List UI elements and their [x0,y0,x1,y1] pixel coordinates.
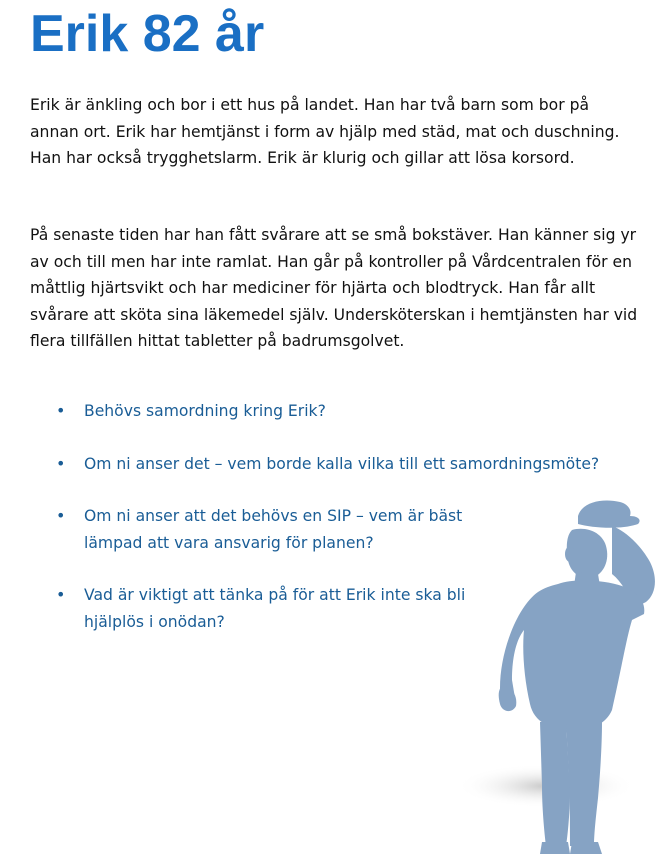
list-item [56,398,656,425]
list-item [56,503,504,556]
question-text: Behövs samordning kring Erik? [84,402,326,420]
list-item [56,582,514,635]
page-title: Erik 82 år [30,5,265,63]
bullet-icon: • [56,453,66,473]
elderly-man-silhouette-icon [462,490,672,856]
question-text: Om ni anser det – vem borde kalla vilka till ett samordningsmöte? [84,454,600,473]
list-item [56,451,656,478]
intro-paragraph: Erik är änkling och bor i ett hus på landet. Han har två barn som bor på annan ort. Erik har hemtjänst i form av hjälp med städ, mat och duschning. Han har också trygghetslarm. Erik är klurig och gillar att lösa korsord. [30,96,620,167]
bullet-icon: • [56,401,66,420]
bullet-icon: • [56,585,66,604]
health-paragraph: På senaste tiden har han fått svårare att se små bokstäver. Han känner sig yr av och till men har inte ramlat. Han går på kontroller på Vårdcentralen för en måttlig hjärtsvikt och har mediciner för hjärta och blodtryck. Han får allt svårare att sköta sina läkemedel själv. Undersköterskan i hemtjänsten har vid flera tillfällen hittat tabletter på badrumsgolvet. [30,226,638,350]
question-text: Vad är viktigt att tänka på för att Erik inte ska bli hjälplös i onödan? [84,586,466,631]
bullet-icon: • [56,506,66,525]
question-text: Om ni anser att det behövs en SIP – vem är bäst lämpad att vara ansvarig för planen? [84,507,463,552]
